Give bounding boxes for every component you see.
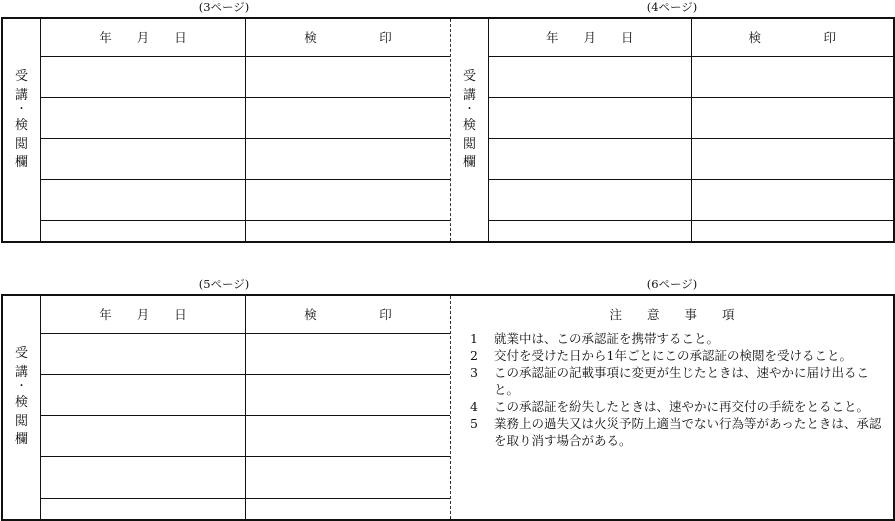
date-cell[interactable] (489, 179, 691, 220)
date-cell[interactable] (41, 179, 246, 220)
seal-cell[interactable] (246, 457, 451, 498)
date-cell[interactable] (41, 457, 246, 498)
date-cell[interactable] (489, 220, 691, 241)
list-item: 4 この承認証を紛失したときは、速やかに再交付の手続をとること。 (470, 399, 870, 414)
seal-cell[interactable] (246, 416, 451, 457)
date-cell[interactable] (489, 138, 691, 179)
seal-cell[interactable] (691, 138, 893, 179)
seal-cell[interactable] (691, 56, 893, 97)
side-label: 受 講 ・ 検 閲 欄 (14, 69, 28, 170)
seal-cell[interactable] (246, 220, 451, 241)
seal-header: 検 印 (246, 296, 451, 333)
date-cell[interactable] (41, 374, 246, 415)
list-item: 5 業務上の過失又は火災予防上適当でない行為等があったときは、承認を取り消す場合がある。 (470, 416, 882, 448)
date-cell[interactable] (489, 56, 691, 97)
side-label-column (451, 19, 489, 241)
page-6-notes (451, 296, 893, 519)
side-label: 受 講 ・ 検 閲 欄 (14, 346, 28, 447)
seal-cell[interactable] (246, 138, 451, 179)
seal-cell[interactable] (246, 97, 451, 138)
seal-cell[interactable] (246, 56, 451, 97)
side-label: 受 講 ・ 検 閲 欄 (462, 69, 476, 170)
list-item: 1 就業中は、この承認証を携帯すること。 (470, 331, 720, 346)
date-cell[interactable] (489, 97, 691, 138)
page-label-5: (5ページ) (198, 277, 250, 291)
page-3-record (3, 19, 451, 241)
seal-cell[interactable] (246, 498, 451, 519)
seal-cell[interactable] (691, 179, 893, 220)
notes-title: 注 意 事 項 (609, 307, 735, 322)
record-table (41, 19, 450, 241)
seal-cell[interactable] (691, 97, 893, 138)
page-label-3: (3ページ) (198, 0, 250, 14)
date-cell[interactable] (41, 138, 246, 179)
list-item: 2 交付を受けた日から1年ごとにこの承認証の検閲を受けること。 (470, 348, 852, 363)
date-cell[interactable] (41, 416, 246, 457)
record-table (489, 19, 893, 241)
date-header: 年 月 日 (489, 19, 691, 56)
page-5-record (3, 296, 451, 519)
seal-cell[interactable] (246, 374, 451, 415)
page-label-6: (6ページ) (646, 277, 698, 291)
date-cell[interactable] (41, 220, 246, 241)
seal-cell[interactable] (691, 220, 893, 241)
seal-cell[interactable] (246, 179, 451, 220)
seal-header: 検 印 (246, 19, 451, 56)
record-table (41, 296, 450, 519)
date-cell[interactable] (41, 333, 246, 374)
side-label-column (3, 296, 41, 519)
bottom-panel (1, 294, 895, 521)
list-item: 3 この承認証の記載事項に変更が生じたときは、速やかに届け出ること。 (470, 365, 870, 397)
date-header: 年 月 日 (41, 19, 246, 56)
seal-header: 検 印 (691, 19, 893, 56)
date-cell[interactable] (41, 498, 246, 519)
top-panel (1, 17, 895, 243)
seal-cell[interactable] (246, 333, 451, 374)
date-cell[interactable] (41, 56, 246, 97)
notes-section (451, 296, 893, 519)
page-4-record (451, 19, 893, 241)
page-label-4: (4ページ) (646, 0, 698, 14)
date-cell[interactable] (41, 97, 246, 138)
side-label-column (3, 19, 41, 241)
date-header: 年 月 日 (41, 296, 246, 333)
notes-list (470, 330, 885, 449)
